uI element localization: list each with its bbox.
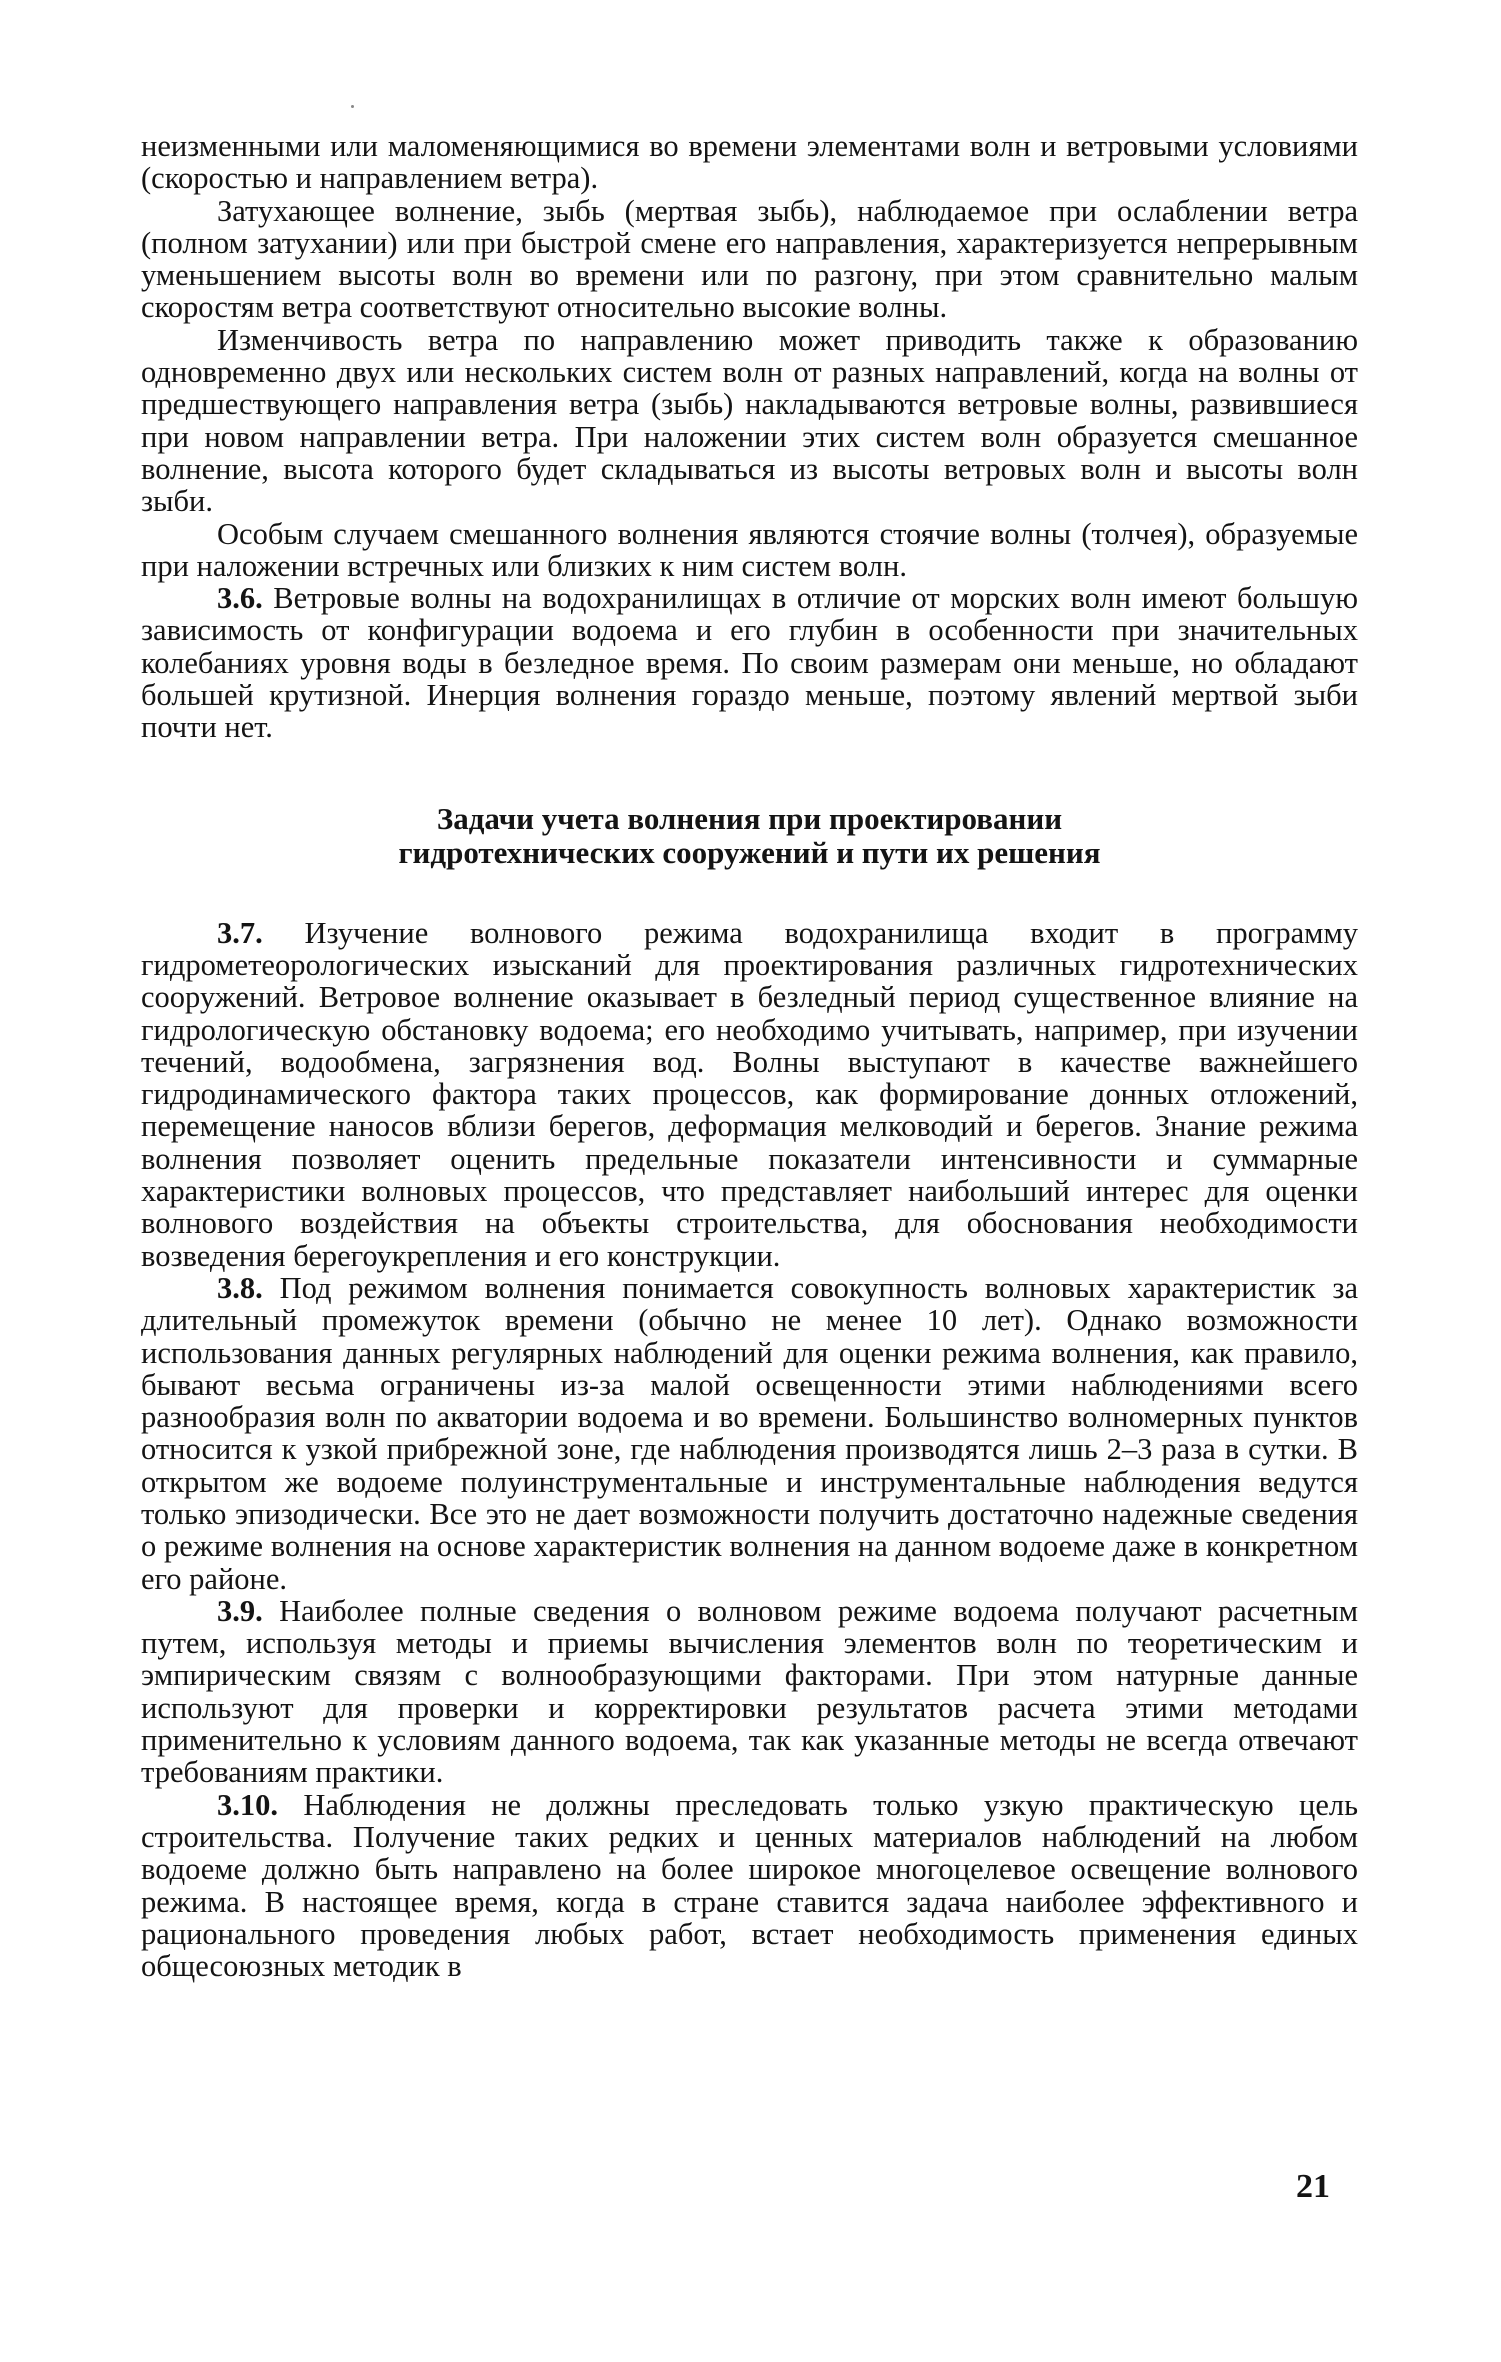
body-text-top bbox=[141, 130, 1358, 744]
paragraph-swell: Затухающее волнение, зыбь (мертвая зыбь), наблюдаемое при ослаблении ветра (полном затухании) или при быстрой смене его направления, характеризуется непрерывным уменьшением высоты волн во времени или по разгону, при этом сравнительно малым скоростям ветра соответствуют относительно высокие волны. bbox=[141, 193, 1358, 325]
heading-line-2: гидротехнических сооружений и пути их решения bbox=[398, 834, 1101, 870]
section-3-7 bbox=[141, 917, 1358, 1272]
page-number: 21 bbox=[1296, 2168, 1330, 2205]
paragraph-wind-variability: Изменчивость ветра по направлению может приводить также к образованию одновременно двух или нескольких систем волн от разных направлений, когда на волны от предшествующего направления ветра (зыбь) накладываются ветровые волны, развившиеся при новом направлении ветра. При наложении этих систем волн образуется смешанное волнение, высота которого будет складываться из высоты ветровых волн и высоты волн зыби. bbox=[141, 322, 1358, 519]
section-text: Наблюдения не должны преследовать только узкую практическую цель строительства. Получение таких редких и ценных материалов наблюдений на любом водоеме должно быть направлено на более широкое многоцелевое освещение волнового режима. В настоящее время, когда в стране ставится задача наиболее эффективного и рационального проведения любых работ, встает необходимость применения единых общесоюзных методик в bbox=[141, 1787, 1358, 1984]
section-text: Под режимом волнения понимается совокупность волновых характеристик за длительный промежуток времени (обычно не менее 10 лет). Однако возможности использования данных регулярных наблюдений для оценки режима волнения, как правило, бывают весьма ограничены из-за малой освещенности этими наблюдениями всего разнообразия волн по акватории водоема и во времени. Большинство волномерных пунктов относится к узкой прибрежной зоне, где наблюдения производятся лишь 2–3 раза в сутки. В открытом же водоеме полуинструментальные и инструментальные наблюдения ведутся только эпизодически. Все это не дает возможности получить достаточно надежные сведения о режиме волнения на основе характеристик волнения на данном водоеме даже в конкретном его районе. bbox=[141, 1270, 1358, 1596]
section-number: 3.9. bbox=[217, 1593, 263, 1628]
section-number: 3.8. bbox=[217, 1270, 263, 1305]
section-text: Наиболее полные сведения о волновом режиме водоема получают расчетным путем, используя методы и приемы вычисления элементов волн по теоретическим и эмпирическим связям с волнообразующими факторами. При этом натурные данные используют для проверки и корректировки результатов расчета этими методами применительно к условиям данного водоема, так как указанные методы не всегда отвечают требованиям практики. bbox=[141, 1593, 1358, 1790]
section-3-6 bbox=[141, 582, 1358, 743]
section-number: 3.7. bbox=[217, 915, 263, 950]
section-3-8 bbox=[141, 1272, 1358, 1595]
paragraph-continuation: неизменными или маломеняющимися во времени элементами волн и ветровыми условиями (скоростью и направлением ветра). bbox=[141, 129, 1358, 196]
section-number: 3.6. bbox=[217, 581, 263, 616]
section-text: Ветровые волны на водохранилищах в отличие от морских волн имеют большую зависимость от конфигурации водоема и его глубин в особенности при значительных колебаниях уровня воды в безледное время. По своим размерам они меньше, но обладают большей крутизной. Инерция волнения гораздо меньше, поэтому явлений мертвой зыби почти нет. bbox=[141, 581, 1358, 745]
section-3-10 bbox=[141, 1789, 1358, 1983]
section-heading bbox=[141, 802, 1358, 870]
section-number: 3.10. bbox=[217, 1787, 278, 1822]
scan-speck bbox=[351, 105, 354, 108]
section-text: Изучение волнового режима водохранилища входит в программу гидрометеорологических изысканий для проектирования различных гидротехнических сооружений. Ветровое волнение оказывает в безледный период существенное влияние на гидрологическую обстановку водоема; его необходимо учитывать, например, при изучении течений, водообмена, загрязнения вод. Волны выступают в качестве важнейшего гидродинамического фактора таких процессов, как формирование донных отложений, перемещение наносов вблизи берегов, деформация мелководий и берегов. Знание режима волнения позволяет оценить предельные показатели интенсивности и суммарные характеристики волновых процессов, что представляет наибольший интерес для оценки волнового воздействия на объекты строительства, для обоснования необходимости возведения берегоукрепления и его конструкции. bbox=[141, 915, 1358, 1273]
body-text-bottom bbox=[141, 917, 1358, 1983]
paragraph-standing-waves: Особым случаем смешанного волнения являются стоячие волны (толчея), образуемые при наложении встречных или близких к ним систем волн. bbox=[141, 516, 1358, 583]
section-3-9 bbox=[141, 1595, 1358, 1789]
heading-line-1: Задачи учета волнения при проектировании bbox=[436, 800, 1063, 836]
